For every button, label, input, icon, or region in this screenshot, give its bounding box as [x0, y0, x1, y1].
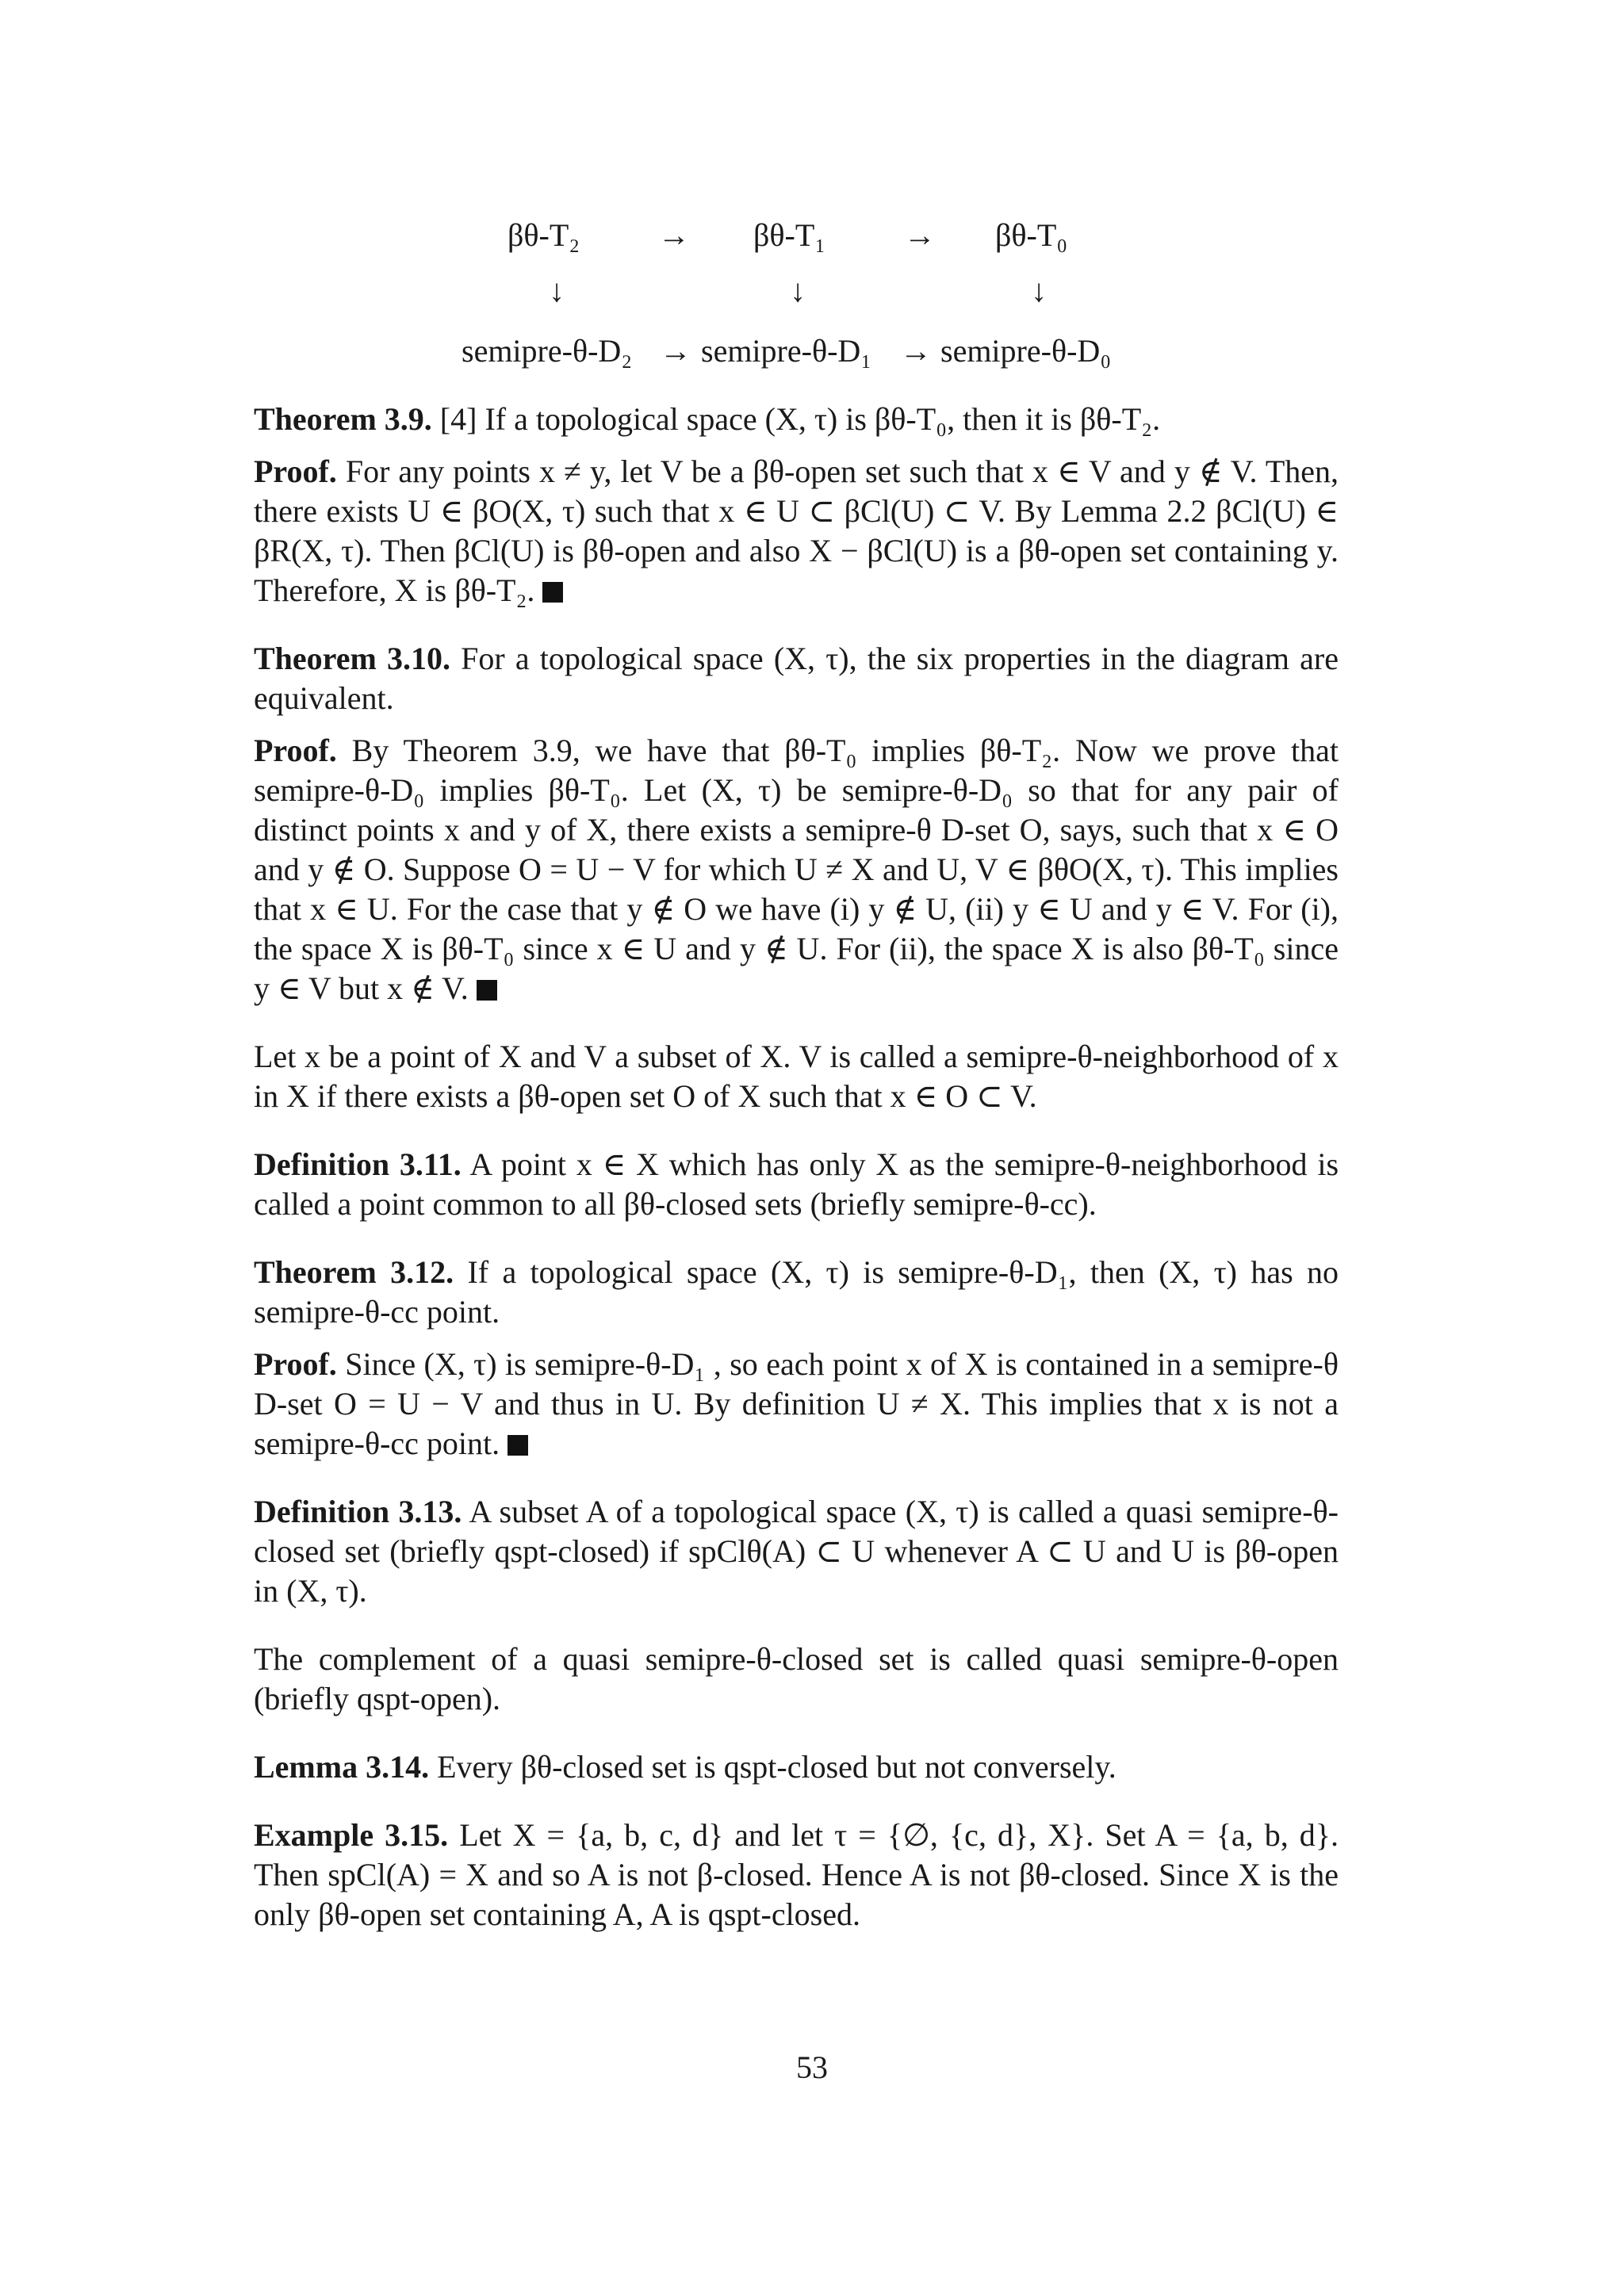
paragraph — [254, 1145, 1339, 1224]
diagram-node-spd2: semipre-θ-D₂ — [462, 333, 633, 369]
paragraph — [254, 1492, 1339, 1611]
block-label: Lemma 3.14. — [254, 1749, 430, 1785]
block-label: Theorem 3.9. — [254, 401, 432, 437]
qed-square-icon — [542, 582, 563, 603]
block-label: Theorem 3.12. — [254, 1254, 454, 1290]
block-text: Every βθ-closed set is qspt-closed but not conversely. — [437, 1749, 1116, 1785]
block-text: By Theorem 3.9, we have that βθ-T₀ implies βθ-T₂. Now we prove that semipre-θ-D₀ implies βθ-T₀. Let (X, τ) be semipre-θ-D₀ so that for any pair of distinct points x and y of X, there exists a semipre-θ D-set O, says, such that x ∈ O and y ∉ O. Suppose O = U − V for which U ≠ X and U, V ∈ βθO(X, τ). This implies that x ∈ U. For the case that y ∉ O we have (i) y ∉ U, (ii) y ∈ U and y ∈ V. For (i), the space X is βθ-T₀ since x ∈ U and y ∉ U. For (ii), the space X is also βθ-T₀ since y ∈ V but x ∉ V. — [254, 733, 1339, 1006]
paragraph — [254, 452, 1339, 610]
block-label: Proof. — [254, 453, 337, 489]
paragraph — [254, 639, 1339, 718]
paragraph — [254, 1345, 1339, 1464]
diagram-arrow-right: → — [660, 333, 691, 369]
block-text: For a topological space (X, τ), the six properties in the diagram are equivalent. — [254, 641, 1339, 716]
block-text: If a topological space (X, τ) is semipre-θ-D₁, then (X, τ) has no semipre-θ-cc point. — [254, 1254, 1339, 1330]
paragraph — [254, 731, 1339, 1008]
block-label: Proof. — [254, 733, 337, 768]
diagram-arrow-down: ↓ — [790, 273, 806, 308]
block-text: Since (X, τ) is semipre-θ-D₁ , so each point x of X is contained in a semipre-θ D-set O = U − V and thus in U. By definition U ≠ X. This implies that x is not a semipre-θ-cc point. — [254, 1346, 1339, 1461]
block-label: Theorem 3.10. — [254, 641, 450, 676]
diagram-node-bt0: βθ-T₀ — [995, 217, 1068, 253]
diagram-arrow-down: ↓ — [549, 273, 565, 308]
paragraph — [254, 1747, 1339, 1787]
block-text: A subset A of a topological space (X, τ) is called a quasi semipre-θ-closed set (briefly qspt-closed) if spClθ(A) ⊂ U whenever A ⊂ U and U is βθ-open in (X, τ). — [254, 1494, 1339, 1609]
block-label: Example 3.15. — [254, 1817, 449, 1853]
diagram-arrow-right: → — [900, 333, 932, 369]
block-text: Let X = {a, b, c, d} and let τ = {∅, {c, d}, X}. Set A = {a, b, d}. Then spCl(A) = X and so A is not β-closed. Hence A is not βθ-closed. Since X is the only βθ-open set containing A, A is qspt-closed. — [254, 1817, 1339, 1932]
paragraph — [254, 1253, 1339, 1332]
implication-diagram — [254, 198, 1339, 388]
page-number: 53 — [796, 2049, 828, 2085]
block-label: Definition 3.13. — [254, 1494, 462, 1529]
paper-page — [254, 198, 1339, 1934]
block-text: [4] If a topological space (X, τ) is βθ-T₀, then it is βθ-T₂. — [439, 401, 1161, 437]
diagram-node-bt2: βθ-T₂ — [508, 217, 580, 253]
paragraph — [254, 400, 1339, 439]
diagram-arrow-right: → — [904, 217, 936, 253]
block-text: A point x ∈ X which has only X as the semipre-θ-neighborhood is called a point common to all βθ-closed sets (briefly semipre-θ-cc). — [254, 1146, 1339, 1222]
qed-square-icon — [508, 1435, 528, 1456]
block-label: Definition 3.11. — [254, 1146, 462, 1182]
diagram-arrow-down: ↓ — [1031, 273, 1047, 308]
paragraph — [254, 1037, 1339, 1116]
paragraph — [254, 1816, 1339, 1934]
body-text — [254, 400, 1339, 1934]
diagram-node-spd0: semipre-θ-D₀ — [940, 333, 1112, 369]
diagram-arrow-right: → — [658, 217, 690, 253]
paragraph — [254, 1640, 1339, 1719]
diagram-node-bt1: βθ-T₁ — [753, 217, 826, 253]
qed-square-icon — [477, 980, 497, 1001]
diagram-node-spd1: semipre-θ-D₁ — [701, 333, 872, 369]
block-text: The complement of a quasi semipre-θ-closed set is called quasi semipre-θ-open (briefly qspt-open). — [254, 1641, 1339, 1716]
block-text: For any points x ≠ y, let V be a βθ-open set such that x ∈ V and y ∉ V. Then, there exists U ∈ βO(X, τ) such that x ∈ U ⊂ βCl(U) ⊂ V. By Lemma 2.2 βCl(U) ∈ βR(X, τ). Then βCl(U) is βθ-open and also X − βCl(U) is a βθ-open set containing y. Therefore, X is βθ-T₂. — [254, 453, 1339, 608]
block-label: Proof. — [254, 1346, 337, 1382]
block-text: Let x be a point of X and V a subset of X. V is called a semipre-θ-neighborhood of x in X if there exists a βθ-open set O of X such that x ∈ O ⊂ V. — [254, 1039, 1339, 1114]
